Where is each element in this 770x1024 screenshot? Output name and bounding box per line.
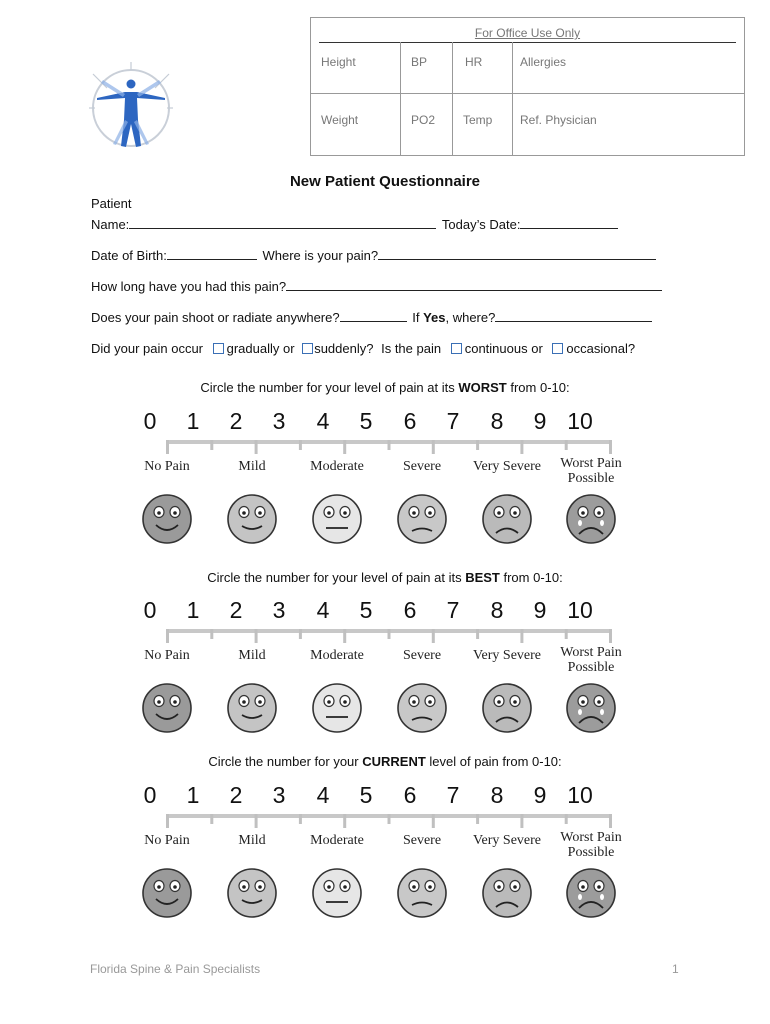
scale-number-3[interactable]: 3 — [272, 782, 286, 808]
where-pain-label: Where is your pain? — [262, 248, 379, 263]
office-row-divider — [311, 93, 744, 94]
gradually-checkbox[interactable] — [213, 343, 224, 354]
office-bp-cell[interactable]: BP — [411, 55, 428, 69]
how-long-row — [91, 279, 662, 294]
scale-label-2: Moderate — [310, 833, 364, 848]
dob-field[interactable] — [167, 248, 257, 260]
scale-label-0: No Pain — [144, 833, 190, 848]
best-pain-scale — [130, 597, 650, 757]
todays-date-field[interactable] — [520, 217, 618, 229]
scale-number-7[interactable]: 7 — [446, 408, 460, 434]
scale-ruler — [150, 810, 630, 830]
scale-number-9[interactable]: 9 — [533, 408, 547, 434]
scale-label-3: Severe — [402, 648, 442, 663]
scale-number-2[interactable]: 2 — [229, 408, 243, 434]
where-pain-field[interactable] — [378, 248, 656, 260]
pain-face-icon-3 — [396, 867, 448, 919]
pain-face-icon-0 — [141, 867, 193, 919]
scale-number-0[interactable]: 0 — [143, 408, 157, 434]
onset-row — [91, 341, 635, 356]
scale-number-2[interactable]: 2 — [229, 597, 243, 623]
office-col-divider — [512, 42, 513, 155]
scale-label-3: Severe — [402, 459, 442, 474]
office-ref-physician-cell[interactable]: Ref. Physician — [520, 113, 597, 127]
current-instruction-post: level of pain from 0-10: — [425, 754, 562, 769]
scale-number-7[interactable]: 7 — [446, 597, 460, 623]
page-title: New Patient Questionnaire — [289, 173, 481, 190]
worst-pain-scale — [130, 408, 650, 568]
scale-number-2[interactable]: 2 — [229, 782, 243, 808]
worst-instruction — [0, 380, 770, 395]
current-pain-scale — [130, 782, 650, 942]
scale-label-2: Moderate — [310, 648, 364, 663]
scale-number-10[interactable]: 10 — [567, 408, 593, 434]
pain-face-icon-5 — [565, 682, 617, 734]
scale-number-6[interactable]: 6 — [403, 597, 417, 623]
worst-instruction-bold: WORST — [458, 380, 507, 395]
scale-number-1[interactable]: 1 — [186, 782, 200, 808]
pain-face-icon-1 — [226, 682, 278, 734]
office-col-divider — [400, 42, 401, 155]
scale-number-1[interactable]: 1 — [186, 408, 200, 434]
scale-label-1: Mild — [238, 833, 266, 848]
name-field[interactable] — [129, 217, 436, 229]
dob-label: Date of Birth: — [91, 248, 167, 263]
pain-face-icon-3 — [396, 682, 448, 734]
best-instruction-pre: Circle the number for your level of pain at its — [207, 570, 466, 585]
scale-number-10[interactable]: 10 — [567, 597, 593, 623]
office-use-table — [310, 17, 745, 156]
scale-number-0[interactable]: 0 — [143, 782, 157, 808]
office-use-title: For Office Use Only — [474, 26, 581, 40]
how-long-field[interactable] — [286, 279, 662, 291]
pain-face-icon-0 — [141, 493, 193, 545]
best-instruction — [0, 570, 770, 585]
pain-face-icon-5 — [565, 493, 617, 545]
scale-label-0: No Pain — [144, 648, 190, 663]
occasional-checkbox[interactable] — [552, 343, 563, 354]
radiate-where-field[interactable] — [495, 310, 652, 322]
suddenly-label: suddenly? — [314, 341, 374, 356]
scale-label-5: Worst Pain Possible — [560, 645, 622, 675]
scale-number-0[interactable]: 0 — [143, 597, 157, 623]
radiate-field[interactable] — [340, 310, 407, 322]
scale-number-8[interactable]: 8 — [490, 597, 504, 623]
is-pain-label: Is the pain — [381, 341, 442, 356]
pain-face-icon-1 — [226, 867, 278, 919]
scale-number-3[interactable]: 3 — [272, 408, 286, 434]
scale-label-4: Very Severe — [472, 459, 542, 474]
scale-number-5[interactable]: 5 — [359, 408, 373, 434]
scale-label-2: Moderate — [310, 459, 364, 474]
scale-label-4: Very Severe — [472, 648, 542, 663]
worst-instruction-pre: Circle the number for your level of pain at its — [200, 380, 459, 395]
scale-number-7[interactable]: 7 — [446, 782, 460, 808]
page-number: 1 — [672, 962, 679, 976]
scale-number-5[interactable]: 5 — [359, 597, 373, 623]
radiate-row — [91, 310, 652, 325]
continuous-checkbox[interactable] — [451, 343, 462, 354]
scale-number-9[interactable]: 9 — [533, 782, 547, 808]
suddenly-checkbox[interactable] — [302, 343, 313, 354]
if-label: If — [412, 310, 424, 325]
where-label: , where? — [445, 310, 496, 325]
scale-number-1[interactable]: 1 — [186, 597, 200, 623]
dob-row — [91, 248, 656, 263]
current-instruction-bold: CURRENT — [362, 754, 426, 769]
scale-label-5: Worst Pain Possible — [560, 830, 622, 860]
name-label: Name: — [91, 217, 130, 232]
pain-face-icon-3 — [396, 493, 448, 545]
scale-ruler — [150, 625, 630, 645]
pain-face-icon-2 — [311, 493, 363, 545]
name-row — [91, 217, 618, 232]
vitruvian-logo — [85, 62, 177, 162]
pain-face-icon-4 — [481, 682, 533, 734]
scale-label-3: Severe — [402, 833, 442, 848]
scale-ruler — [150, 436, 630, 456]
scale-number-8[interactable]: 8 — [490, 408, 504, 434]
scale-label-0: No Pain — [144, 459, 190, 474]
best-instruction-post: from 0-10: — [499, 570, 563, 585]
scale-label-1: Mild — [238, 459, 266, 474]
office-col-divider — [452, 42, 453, 155]
pain-face-icon-2 — [311, 682, 363, 734]
office-po2-cell[interactable]: PO2 — [411, 113, 436, 127]
patient-label: Patient — [91, 196, 132, 211]
current-instruction-pre: Circle the number for your — [208, 754, 363, 769]
office-temp-cell[interactable]: Temp — [463, 113, 493, 127]
scale-number-9[interactable]: 9 — [533, 597, 547, 623]
occur-label: Did your pain occur — [91, 341, 203, 356]
pain-face-icon-4 — [481, 867, 533, 919]
scale-number-4[interactable]: 4 — [316, 408, 330, 434]
radiate-label: Does your pain shoot or radiate anywhere? — [91, 310, 340, 325]
office-hr-cell[interactable]: HR — [465, 55, 483, 69]
office-weight-cell[interactable]: Weight — [321, 113, 359, 127]
todays-date-label: Today’s Date: — [441, 217, 521, 232]
scale-label-4: Very Severe — [472, 833, 542, 848]
scale-number-5[interactable]: 5 — [359, 782, 373, 808]
scale-label-1: Mild — [238, 648, 266, 663]
scale-label-5: Worst Pain Possible — [560, 456, 622, 486]
pain-face-icon-1 — [226, 493, 278, 545]
office-title-rule — [319, 42, 736, 43]
pain-face-icon-5 — [565, 867, 617, 919]
scale-number-4[interactable]: 4 — [316, 597, 330, 623]
continuous-label: continuous or — [464, 341, 543, 356]
scale-number-8[interactable]: 8 — [490, 782, 504, 808]
how-long-label: How long have you had this pain? — [91, 279, 287, 294]
pain-face-icon-4 — [481, 493, 533, 545]
scale-number-6[interactable]: 6 — [403, 782, 417, 808]
scale-number-6[interactable]: 6 — [403, 408, 417, 434]
gradually-label: gradually or — [226, 341, 295, 356]
office-height-cell[interactable]: Height — [321, 55, 356, 69]
scale-number-10[interactable]: 10 — [567, 782, 593, 808]
scale-number-4[interactable]: 4 — [316, 782, 330, 808]
footer-org: Florida Spine & Pain Specialists — [90, 962, 261, 976]
worst-instruction-post: from 0-10: — [506, 380, 570, 395]
best-instruction-bold: BEST — [465, 570, 500, 585]
office-allergies-cell[interactable]: Allergies — [520, 55, 567, 69]
pain-face-icon-2 — [311, 867, 363, 919]
scale-number-3[interactable]: 3 — [272, 597, 286, 623]
pain-face-icon-0 — [141, 682, 193, 734]
occasional-label: occasional? — [566, 341, 636, 356]
yes-label: Yes — [423, 310, 446, 325]
